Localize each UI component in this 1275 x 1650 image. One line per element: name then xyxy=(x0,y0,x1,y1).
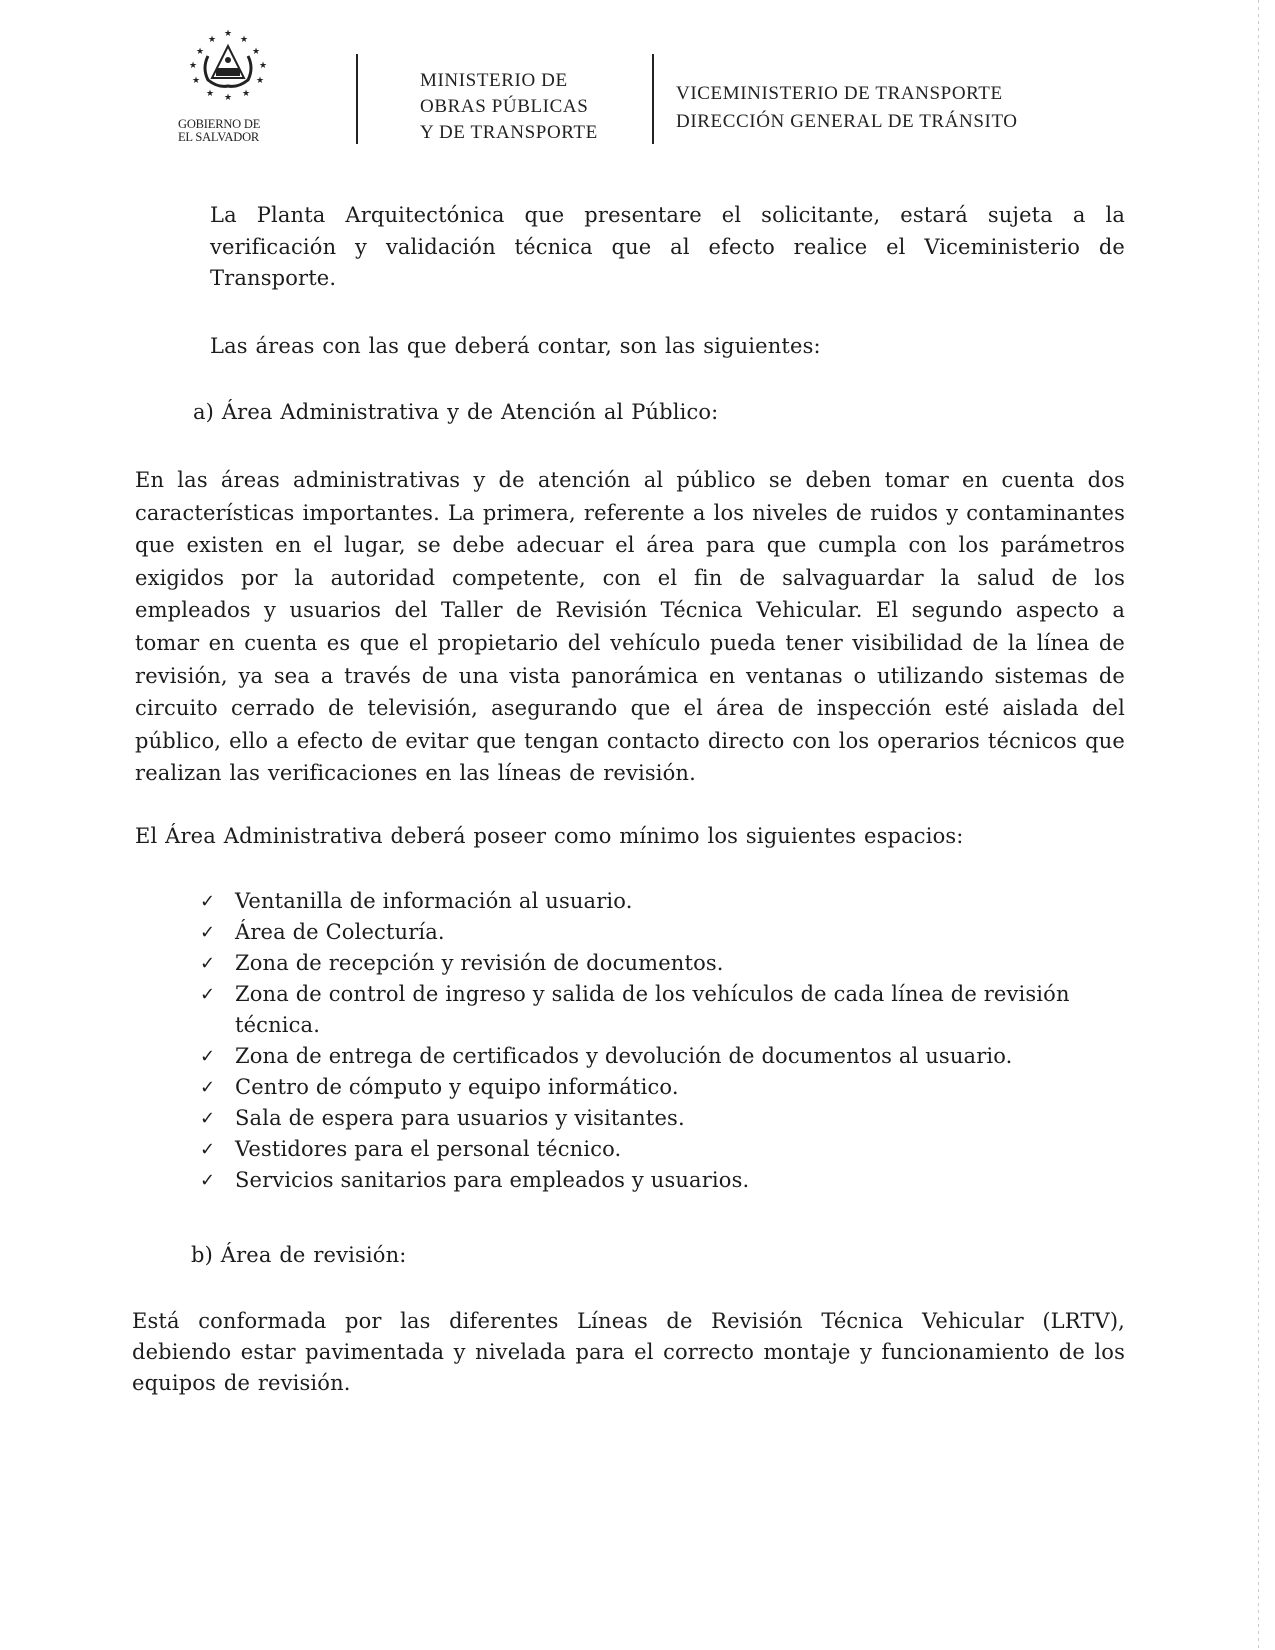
list-item xyxy=(200,1134,1130,1165)
section-b-paragraph: Está conformada por las diferentes Líneas de Revisión Técnica Vehicular (LRTV), debiendo estar pavimentada y nivelada para el correcto montaje y funcionamiento de los equipos de revisión. xyxy=(132,1309,1125,1395)
list-item-text: Zona de entrega de certificados y devolución de documentos al usuario. xyxy=(235,1044,1013,1068)
svg-text:★: ★ xyxy=(241,89,251,99)
svg-text:★: ★ xyxy=(258,61,268,71)
checkmark-icon: ✓ xyxy=(200,1046,216,1067)
intro-paragraph: La Planta Arquitectónica que presentare el solicitante, estará sujeta a la verificación y validación técnica que al efecto realice el Viceministerio de Transporte. xyxy=(210,203,1125,290)
section-a-heading: a) Área Administrativa y de Atención al Público: xyxy=(193,400,719,424)
svg-text:★: ★ xyxy=(239,35,249,45)
checkmark-icon: ✓ xyxy=(200,1170,216,1191)
list-item-text: Servicios sanitarios para empleados y usuarios. xyxy=(235,1168,750,1192)
ministry-name xyxy=(420,68,640,146)
checkmark-icon: ✓ xyxy=(200,984,216,1005)
vice-ministry-line: DIRECCIÓN GENERAL DE TRÁNSITO xyxy=(676,111,1018,132)
svg-text:★: ★ xyxy=(191,76,201,86)
svg-text:★: ★ xyxy=(251,47,261,57)
list-item-text: Sala de espera para usuarios y visitantes. xyxy=(235,1106,685,1130)
ministry-line: OBRAS PÚBLICAS xyxy=(420,96,589,117)
admin-spaces-list xyxy=(200,886,1130,1196)
government-label-line: EL SALVADOR xyxy=(178,130,260,144)
government-label-line: GOBIERNO DE xyxy=(178,117,261,131)
svg-text:★: ★ xyxy=(255,76,265,86)
checkmark-icon: ✓ xyxy=(200,1077,216,1098)
checkmark-icon: ✓ xyxy=(200,1108,216,1129)
list-item xyxy=(200,917,1130,948)
government-label xyxy=(178,118,278,144)
svg-text:★: ★ xyxy=(188,61,198,71)
list-item-text: Área de Colecturía. xyxy=(235,920,445,944)
el-salvador-coat-of-arms-icon xyxy=(178,28,278,108)
section-a-paragraph: En las áreas administrativas y de atención al público se deben tomar en cuenta dos características importantes. La primera, referente a los niveles de ruidos y contaminantes que existen en el lugar, se debe adecuar el área para que cumpla con los parámetros exigidos por la autoridad competente, con el fin de salvaguardar la salud de los empleados y usuarios del Taller de Revisión Técnica Vehicular. El segundo aspecto a tomar en cuenta es que el propietario del vehículo pueda tener visibilidad de la línea de revisión, ya sea a través de una vista panorámica en ventanas o utilizando sistemas de circuito cerrado de televisión, asegurando que el área de inspección esté aislada del público, ello a efecto de evitar que tengan contacto directo con los operarios técnicos que realizan las verificaciones en las líneas de revisión. xyxy=(135,468,1125,786)
list-item xyxy=(200,1103,1130,1134)
list-item-text: Ventanilla de información al usuario. xyxy=(235,889,633,913)
svg-text:★: ★ xyxy=(223,29,233,39)
list-item-text: Centro de cómputo y equipo informático. xyxy=(235,1075,679,1099)
list-item-text: Vestidores para el personal técnico. xyxy=(235,1137,622,1161)
list-item xyxy=(200,1165,1130,1196)
vice-ministry-name xyxy=(676,80,1096,136)
checkmark-icon: ✓ xyxy=(200,891,216,912)
list-item-text: Zona de recepción y revisión de documentos. xyxy=(235,951,724,975)
section-b-heading: b) Área de revisión: xyxy=(191,1243,407,1267)
list-item xyxy=(200,1072,1130,1103)
areas-intro: Las áreas con las que deberá contar, son las siguientes: xyxy=(210,334,821,358)
svg-text:★: ★ xyxy=(195,47,205,57)
svg-text:★: ★ xyxy=(207,35,217,45)
checkmark-icon: ✓ xyxy=(200,1139,216,1160)
header-divider xyxy=(356,54,358,144)
svg-text:★: ★ xyxy=(205,89,215,99)
checkmark-icon: ✓ xyxy=(200,922,216,943)
header-divider xyxy=(652,54,654,144)
checkmark-icon: ✓ xyxy=(200,953,216,974)
ministry-line: MINISTERIO DE xyxy=(420,70,568,91)
scan-edge-artifact xyxy=(1258,0,1259,1650)
ministry-line: Y DE TRANSPORTE xyxy=(420,122,598,143)
list-item xyxy=(200,948,1130,979)
admin-spaces-intro: El Área Administrativa deberá poseer como mínimo los siguientes espacios: xyxy=(135,824,964,848)
vice-ministry-line: VICEMINISTERIO DE TRANSPORTE xyxy=(676,83,1003,104)
svg-text:★: ★ xyxy=(223,93,233,103)
list-item xyxy=(200,886,1130,917)
list-item xyxy=(200,1041,1130,1072)
list-item-text: Zona de control de ingreso y salida de los vehículos de cada línea de revisión técnica. xyxy=(235,982,1070,1037)
list-item xyxy=(200,979,1130,1041)
